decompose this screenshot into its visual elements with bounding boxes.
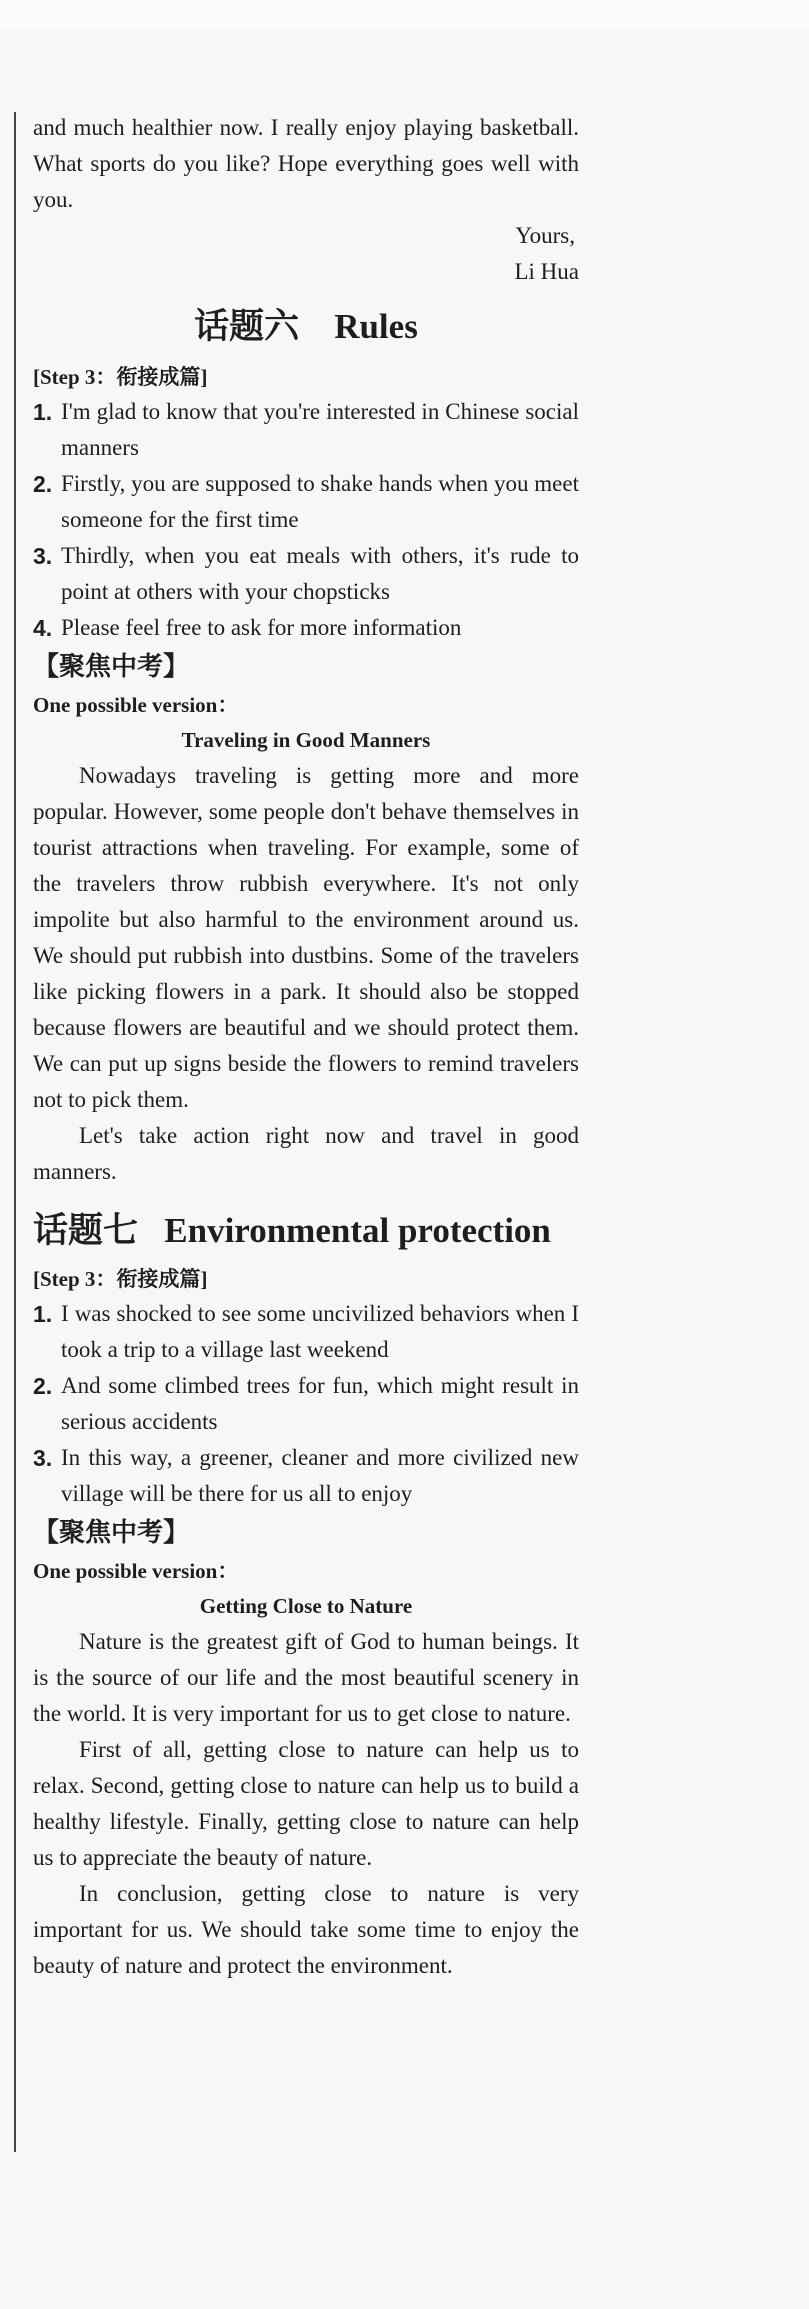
list-item (33, 1368, 579, 1440)
step-label: Step 3： (40, 365, 117, 389)
topic7-paragraph: Nature is the greatest gift of God to human beings. It is the source of our life and the most beautiful scenery in the world. It is very important for us to get close to nature. (33, 1629, 579, 1726)
letter-ending-text: and much healthier now. I really enjoy playing basketball. What sports do you like? Hope everything goes well with you. (33, 115, 579, 212)
letter-closing: Yours, (515, 223, 575, 248)
topic7-step-label (33, 1262, 579, 1296)
step-bracket-open: [ (33, 1267, 40, 1291)
topic6-paragraph: Let's take action right now and travel in good manners. (33, 1123, 579, 1184)
step-bracket-close: ] (200, 365, 208, 389)
step-label-cn: 衔接成篇 (116, 1267, 201, 1291)
topic7-title-en: Environmental protection (164, 1211, 551, 1250)
topic6-title-en: Rules (334, 307, 418, 346)
item-text: In this way, a greener, cleaner and more civilized new village will be there for us all to enjoy (61, 1445, 579, 1506)
topic6-sentence-list (33, 394, 579, 646)
item-text: I was shocked to see some uncivilized behaviors when I took a trip to a village last weekend (61, 1301, 579, 1362)
topic7-paragraph: First of all, getting close to nature can help us to relax. Second, getting close to nature can help us to build a healthy lifestyle. Finally, getting close to nature can help us to appreciate the beauty of nature. (33, 1737, 579, 1870)
topic6-version-label: One possible version： (33, 693, 239, 717)
item-text: I'm glad to know that you're interested in Chinese social manners (61, 399, 579, 460)
item-text: Thirdly, when you eat meals with others, it's rude to point at others with your chopsticks (61, 543, 579, 604)
item-number: 1. (33, 1301, 53, 1327)
topic7-paragraph: In conclusion, getting close to nature is very important for us. We should take some time to enjoy the beauty of nature and protect the environment. (33, 1881, 579, 1978)
list-item (33, 1440, 579, 1512)
item-text: And some climbed trees for fun, which might result in serious accidents (61, 1373, 579, 1434)
step-label-cn: 衔接成篇 (116, 365, 201, 389)
topic6-title-cn: 话题六 (194, 307, 300, 347)
page-content (33, 110, 579, 1984)
item-number: 1. (33, 399, 53, 425)
page-top-band (0, 0, 809, 28)
topic6-paragraph: Nowadays traveling is getting more and more popular. However, some people don't behave themselves in tourist attractions when traveling. For example, some of the travelers throw rubbish everywhere. It's not only impolite but also harmful to the environment around us. We should put rubbish into dustbins. Some of the travelers like picking flowers in a park. It should also be stopped because flowers are beautiful and we should protect them. We can put up signs beside the flowers to remind travelers not to pick them. (33, 763, 579, 1112)
topic6-heading (33, 302, 579, 352)
step-bracket-close: ] (200, 1267, 208, 1291)
item-number: 3. (33, 1445, 53, 1471)
topic7-essay-title: Getting Close to Nature (199, 1594, 413, 1618)
letter-signature: Li Hua (514, 259, 579, 284)
item-text: Please feel free to ask for more information (61, 615, 462, 640)
item-number: 3. (33, 543, 53, 569)
topic7-sentence-list (33, 1296, 579, 1512)
item-number: 2. (33, 1373, 53, 1399)
list-item (33, 538, 579, 610)
list-item (33, 394, 579, 466)
list-item (33, 466, 579, 538)
step-bracket-open: [ (33, 365, 40, 389)
list-item (33, 610, 579, 646)
topic7-title-cn: 话题七 (33, 1211, 139, 1251)
item-number: 2. (33, 471, 53, 497)
topic7-focus-heading: 【聚焦中考】 (33, 1518, 190, 1548)
item-text: Firstly, you are supposed to shake hands when you meet someone for the first time (61, 471, 579, 532)
step-label: Step 3： (40, 1267, 117, 1291)
list-item (33, 1296, 579, 1368)
margin-rule (14, 112, 16, 2152)
topic7-version-label: One possible version： (33, 1559, 239, 1583)
topic6-focus-heading: 【聚焦中考】 (33, 652, 190, 682)
item-number: 4. (33, 615, 53, 641)
topic6-essay-title: Traveling in Good Manners (181, 728, 431, 752)
topic6-step-label (33, 360, 579, 394)
topic7-heading (33, 1206, 579, 1256)
